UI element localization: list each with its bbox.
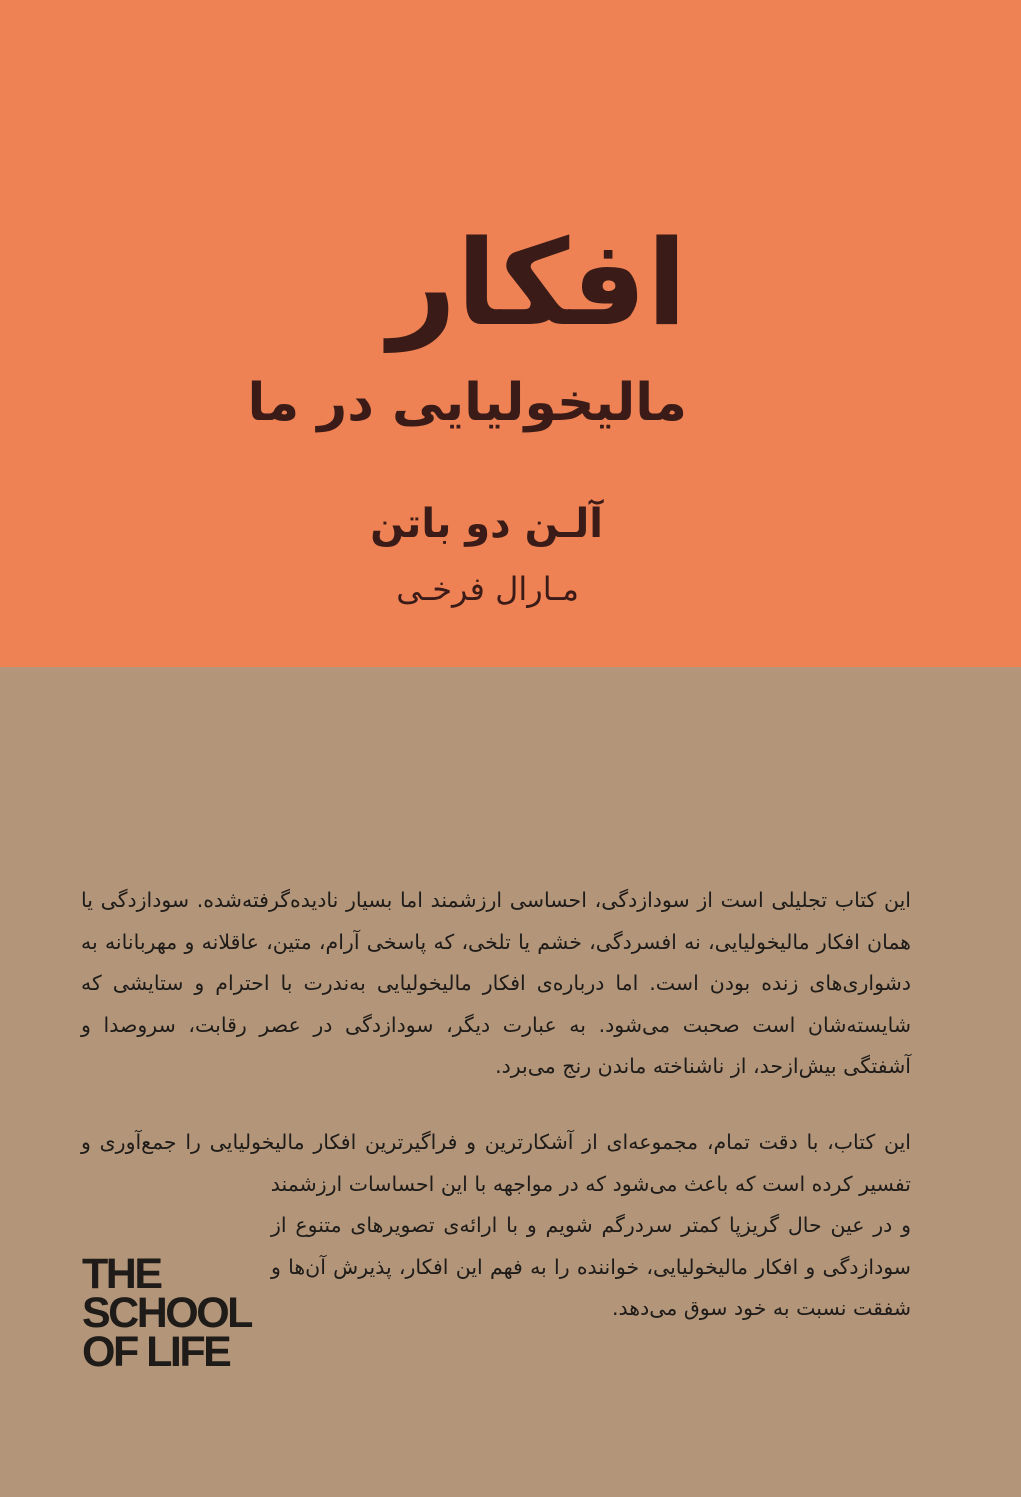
book-title: افکار bbox=[388, 214, 687, 352]
logo-line-school: SCHOOL bbox=[82, 1289, 251, 1337]
school-of-life-logo bbox=[82, 1250, 251, 1376]
blurb-paragraph-2-continued: و در عین حال گریزپا کمتر سردرگم شویم و با ارائه‌ی تصویرهای متنوع از سودازدگی و افکار مالیخولیایی، خواننده را به فهم این افکار، پذیرش آن‌ها و شفقت نسبت به خود سوق می‌دهد. bbox=[271, 1213, 911, 1320]
author-name: آلـن دو باتن bbox=[370, 501, 603, 547]
cover-top-panel bbox=[0, 0, 1021, 667]
blurb-paragraph-1: این کتاب تجلیلی است از سودازدگی، احساسی ارزشمند اما بسیار نادیده‌گرفته‌شده. سودازدگی یا همان افکار مالیخولیایی، نه افسردگی، خشم یا تلخی، که پاسخی آرام، متین، عاقلانه و مهربانانه به دشواری‌های زنده بودن است. اما درباره‌ی افکار مالیخولیایی به‌ندرت با احترام و ستایشی که شایسته‌شان است صحبت می‌شود. به عبارت دیگر، سودازدگی در عصر رقابت، سروصدا و آشفتگی بیش‌ازحد، از ناشناخته ماندن رنج می‌برد. bbox=[81, 888, 911, 1078]
translator-name: مـارال فرخـی bbox=[396, 570, 579, 608]
blurb-paragraph-2: این کتاب، با دقت تمام، مجموعه‌ای از آشکارترین و فراگیرترین افکار مالیخولیایی را جمع‌آوری و تفسیر کرده است که باعث می‌شود که در مواجهه با این احساسات ارزشمند bbox=[81, 1130, 911, 1196]
book-subtitle: مالیخولیایی در ما bbox=[247, 373, 687, 433]
logo-line-the: THE bbox=[82, 1250, 161, 1298]
logo-line-of-life: OF LIFE bbox=[82, 1328, 230, 1376]
